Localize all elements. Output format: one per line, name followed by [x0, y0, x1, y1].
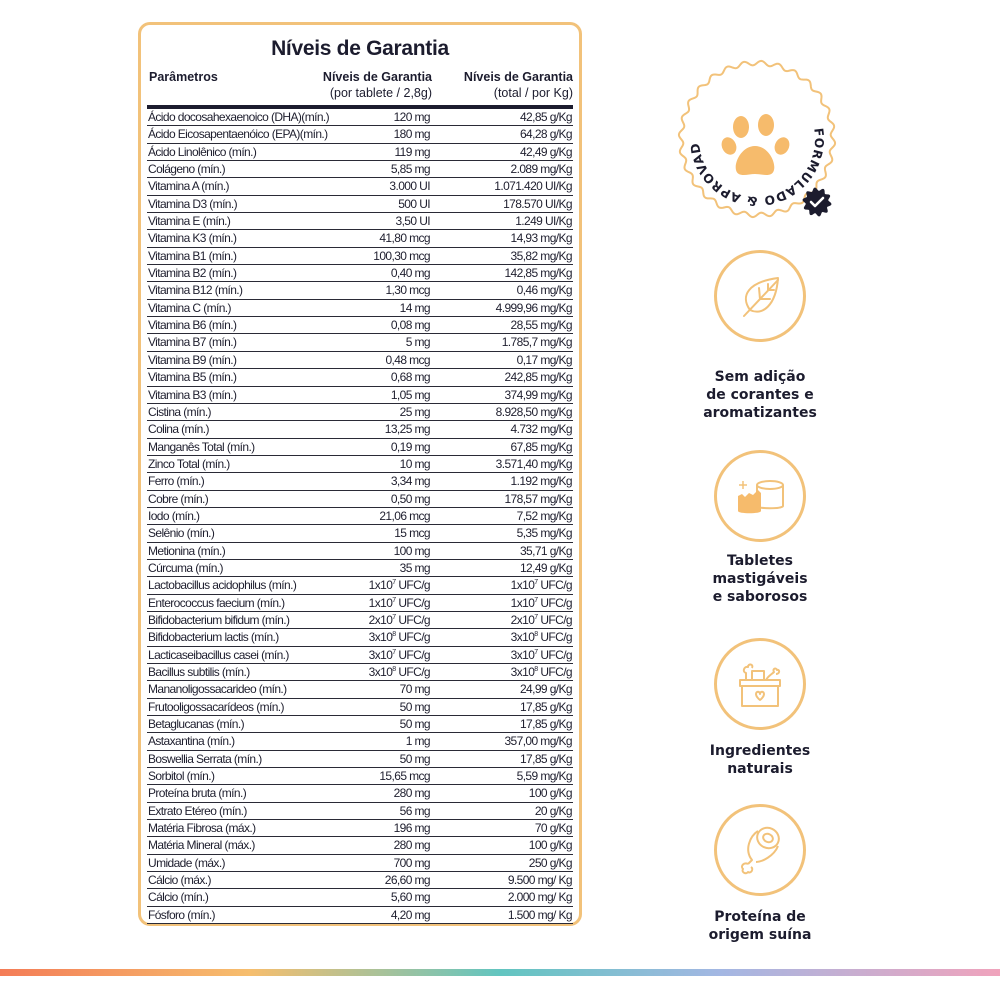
table-row	[147, 560, 573, 577]
row-per-tablet: 0,40 mg	[390, 266, 430, 281]
row-parameter: Iodo (mín.)	[148, 508, 200, 523]
table-row	[147, 196, 573, 213]
table-row	[147, 404, 573, 421]
leaf-icon	[714, 250, 806, 342]
row-per-kg: 2.089 mg/Kg	[510, 162, 572, 177]
row-per-kg: 42,85 g/Kg	[519, 110, 572, 124]
table-row	[147, 352, 573, 369]
table-row	[147, 716, 573, 733]
row-parameter: Cúrcuma (mín.)	[148, 560, 223, 575]
row-parameter: Lactobacillus acidophilus (mín.)	[148, 578, 297, 593]
table-row	[147, 612, 573, 629]
row-per-kg: 7,52 mg/Kg	[516, 508, 572, 523]
feature-label-line: Proteína de	[714, 909, 806, 925]
row-per-tablet: 13,25 mg	[384, 422, 430, 437]
table-row	[147, 543, 573, 560]
row-per-kg: 178.570 UI/Kg	[503, 196, 572, 211]
row-parameter: Ácido docosahexaenoico (DHA)(mín.)	[148, 110, 330, 124]
table-row	[147, 491, 573, 508]
row-per-tablet: $3x10^8$ UFC/g	[368, 665, 430, 679]
row-parameter: Cistina (mín.)	[148, 404, 211, 419]
table-row	[147, 282, 573, 299]
paw-icon	[719, 114, 792, 175]
row-parameter: Colina (mín.)	[148, 422, 209, 437]
row-per-kg: 242,85 mg/Kg	[504, 370, 572, 385]
row-parameter: Cobre (mín.)	[148, 491, 209, 506]
row-per-tablet: 120 mg	[393, 110, 430, 124]
row-per-tablet: 280 mg	[393, 786, 430, 801]
row-per-kg: 0,46 mg/Kg	[516, 283, 572, 298]
row-parameter: Proteína bruta (mín.)	[148, 786, 247, 801]
row-per-tablet: $2x10^7$ UFC/g	[368, 612, 430, 627]
row-per-kg: 100 g/Kg	[528, 838, 572, 853]
row-per-kg: 100 g/Kg	[528, 786, 572, 801]
row-per-kg: 35,71 g/Kg	[519, 543, 572, 558]
check-badge-icon	[803, 188, 832, 217]
row-per-tablet: 50 mg	[399, 751, 430, 766]
feature-label-line: origem suína	[708, 927, 812, 943]
table-row	[147, 872, 573, 889]
feature-label	[670, 908, 850, 944]
row-per-kg: 178,57 mg/Kg	[504, 491, 572, 506]
row-per-kg: 1.785,7 mg/Kg	[501, 335, 572, 350]
feature-no-additives	[670, 250, 850, 422]
row-per-tablet: $1x10^7$ UFC/g	[368, 578, 430, 593]
row-per-kg: $1x10^7$ UFC/g	[510, 595, 572, 610]
row-parameter: Vitamina K3 (mín.)	[148, 231, 237, 246]
row-per-tablet: 5,60 mg	[390, 890, 430, 905]
row-parameter: Colágeno (mín.)	[148, 162, 226, 177]
row-per-kg: 2.000 mg/ Kg	[507, 890, 572, 905]
row-per-tablet: 3,50 UI	[395, 214, 430, 229]
feature-natural-ingredients	[670, 638, 850, 778]
row-per-tablet: 1,05 mg	[390, 387, 430, 402]
row-per-tablet: 0,68 mg	[390, 370, 430, 385]
table-row	[147, 387, 573, 404]
row-parameter: Cálcio (mín.)	[148, 890, 209, 905]
table-row	[147, 525, 573, 542]
table-row	[147, 473, 573, 490]
row-per-kg: 14,93 mg/Kg	[510, 231, 572, 246]
row-per-tablet: 500 UI	[398, 196, 430, 211]
row-parameter: Bifidobacterium lactis (mín.)	[148, 630, 279, 645]
row-parameter: Boswellia Serrata (mín.)	[148, 751, 262, 766]
row-per-tablet: 5 mg	[405, 335, 430, 350]
row-parameter: Vitamina B12 (mín.)	[148, 283, 243, 298]
table-row	[147, 629, 573, 646]
row-per-tablet: $1x10^7$ UFC/g	[368, 595, 430, 610]
row-per-kg: 4.999,96 mg/Kg	[495, 300, 572, 315]
table-row	[147, 178, 573, 195]
table-row	[147, 126, 573, 143]
row-per-tablet: 50 mg	[399, 699, 430, 714]
row-per-kg: 70 g/Kg	[534, 821, 572, 836]
table-row	[147, 595, 573, 612]
feature-label-line: naturais	[727, 761, 793, 777]
row-per-tablet: 41,80 mcg	[379, 231, 430, 246]
row-parameter: Matéria Fibrosa (máx.)	[148, 821, 256, 836]
row-per-kg: 142,85 mg/Kg	[504, 266, 572, 281]
header-per-kg-sub: (total / por Kg)	[493, 86, 573, 100]
table-row	[147, 837, 573, 854]
header-parameters: Parâmetros	[149, 70, 218, 84]
row-per-tablet: 1 mg	[405, 734, 430, 749]
row-per-tablet: $3x10^7$ UFC/g	[368, 647, 430, 662]
row-parameter: Enterococcus faecium (mín.)	[148, 595, 285, 610]
row-per-tablet: 3,34 mg	[390, 474, 430, 489]
row-per-tablet: 15 mcg	[394, 526, 430, 541]
table-row	[147, 213, 573, 230]
row-per-kg: 28,55 mg/Kg	[510, 318, 572, 333]
seal-text: FORMULADO & APROVAD	[688, 127, 827, 209]
row-per-tablet: 70 mg	[399, 682, 430, 697]
row-per-kg: $2x10^7$ UFC/g	[510, 612, 572, 627]
table-row	[147, 889, 573, 906]
row-per-kg: 20 g/Kg	[534, 803, 572, 818]
row-parameter: Vitamina B3 (mín.)	[148, 387, 237, 402]
row-per-tablet: 700 mg	[393, 855, 430, 870]
row-per-tablet: 180 mg	[393, 127, 430, 142]
row-per-kg: 64,28 g/Kg	[519, 127, 572, 142]
row-per-kg: 12,49 g/Kg	[519, 560, 572, 575]
table-row	[147, 248, 573, 265]
row-parameter: Vitamina B5 (mín.)	[148, 370, 237, 385]
table-row	[147, 733, 573, 750]
row-per-kg: 42,49 g/Kg	[519, 144, 572, 159]
row-per-tablet: 100,30 mcg	[373, 248, 430, 263]
row-per-kg: 5,59 mg/Kg	[516, 769, 572, 784]
row-per-kg: 1.500 mg/ Kg	[507, 907, 572, 922]
row-per-kg: 17,85 g/Kg	[519, 699, 572, 714]
row-parameter: Metionina (mín.)	[148, 543, 226, 558]
table-row	[147, 265, 573, 282]
row-per-tablet: 4,20 mg	[390, 907, 430, 922]
row-per-tablet: 0,19 mg	[390, 439, 430, 454]
row-per-tablet: 21,06 mcg	[379, 508, 430, 523]
table-row	[147, 855, 573, 872]
row-per-kg: 17,85 g/Kg	[519, 751, 572, 766]
row-parameter: Bacillus subtilis (mín.)	[148, 665, 250, 679]
row-parameter: Vitamina B7 (mín.)	[148, 335, 237, 350]
table-row	[147, 577, 573, 594]
row-per-tablet: 5,85 mg	[390, 162, 430, 177]
row-per-tablet: 196 mg	[393, 821, 430, 836]
row-per-kg: 1.192 mg/Kg	[510, 474, 572, 489]
row-per-tablet: 56 mg	[399, 803, 430, 818]
row-per-kg: 17,85 g/Kg	[519, 717, 572, 732]
row-parameter: Frutooligossacarídeos (mín.)	[148, 699, 284, 714]
row-per-kg: $1x10^7$ UFC/g	[510, 578, 572, 593]
table-row	[147, 820, 573, 837]
feature-pork-protein	[670, 804, 850, 944]
row-per-tablet: 35 mg	[399, 560, 430, 575]
table-row	[147, 421, 573, 438]
table-row	[147, 907, 573, 924]
feature-label-line: mastigáveis	[712, 571, 808, 587]
feature-label	[670, 742, 850, 778]
table-row	[147, 230, 573, 247]
table-row	[147, 681, 573, 698]
header-per-tablet-title: Níveis de Garantia	[322, 70, 432, 84]
row-parameter: Vitamina B2 (mín.)	[148, 266, 237, 281]
row-per-tablet: 3.000 UI	[389, 179, 430, 194]
row-per-kg: 67,85 mg/Kg	[510, 439, 572, 454]
row-parameter: Betaglucanas (mín.)	[148, 717, 244, 732]
row-per-tablet: 26,60 mg	[384, 873, 430, 888]
row-per-tablet: 100 mg	[393, 543, 430, 558]
row-parameter: Vitamina D3 (mín.)	[148, 196, 238, 211]
row-per-tablet: 10 mg	[399, 456, 430, 471]
gradient-footer-bar	[0, 969, 1000, 976]
guarantee-levels-table	[138, 22, 582, 926]
row-per-kg: 0,17 mg/Kg	[516, 352, 572, 367]
table-row	[147, 161, 573, 178]
table-row	[147, 456, 573, 473]
row-parameter: Vitamina B1 (mín.)	[148, 248, 237, 263]
header-per-tablet	[323, 69, 432, 101]
row-per-tablet: 0,48 mcg	[385, 352, 430, 367]
row-parameter: Matéria Mineral (máx.)	[148, 838, 255, 853]
row-parameter: Selênio (mín.)	[148, 526, 215, 541]
row-per-kg: $3x10^8$ UFC/g	[510, 665, 572, 679]
row-parameter: Cálcio (máx.)	[148, 873, 211, 888]
row-per-tablet: 25 mg	[399, 404, 430, 419]
row-per-kg: 1.071.420 UI/Kg	[494, 179, 572, 194]
row-parameter: Vitamina B6 (mín.)	[148, 318, 237, 333]
row-parameter: Mananoligossacarideo (mín.)	[148, 682, 287, 697]
row-per-kg: 3.571,40 mg/Kg	[495, 456, 572, 471]
ingredients-box-icon	[714, 638, 806, 730]
row-per-tablet: 119 mg	[394, 144, 430, 159]
feature-label-line: aromatizantes	[703, 405, 817, 421]
vet-approved-seal	[672, 54, 842, 224]
row-parameter: Ácido Eicosapentaenóico (EPA)(mín.)	[148, 127, 328, 142]
row-parameter: Lacticaseibacillus casei (mín.)	[148, 647, 289, 662]
feature-label-line: de corantes e	[706, 387, 814, 403]
row-per-tablet: 15,65 mcg	[379, 769, 430, 784]
row-parameter: Vitamina A (mín.)	[148, 179, 229, 194]
row-parameter: Ferro (mín.)	[148, 474, 205, 489]
row-parameter: Sorbitol (mín.)	[148, 769, 215, 784]
row-per-tablet: 50 mg	[399, 717, 430, 732]
feature-label	[670, 552, 850, 606]
seal-graphic	[672, 54, 842, 224]
feature-label-line: Ingredientes	[709, 743, 811, 759]
row-parameter: Zinco Total (mín.)	[148, 456, 230, 471]
header-per-kg-title: Níveis de Garantia	[463, 70, 573, 84]
row-parameter: Vitamina B9 (mín.)	[148, 352, 237, 367]
row-per-kg: 5,35 mg/Kg	[516, 526, 572, 541]
row-parameter: Manganês Total (mín.)	[148, 439, 255, 454]
row-per-kg: $3x10^7$ UFC/g	[510, 647, 572, 662]
row-parameter: Bifidobacterium bifidum (mín.)	[148, 612, 290, 627]
row-parameter: Umidade (máx.)	[148, 855, 225, 870]
table-row	[147, 334, 573, 351]
row-parameter: Extrato Etéreo (mín.)	[148, 803, 247, 818]
ham-leg-icon	[714, 804, 806, 896]
table-row	[147, 439, 573, 456]
row-parameter: Ácido Linolênico (mín.)	[148, 144, 257, 159]
row-per-kg: 9.500 mg/ Kg	[507, 873, 572, 888]
table-row	[147, 751, 573, 768]
row-per-kg: 35,82 mg/Kg	[510, 248, 572, 263]
header-per-tablet-sub: (por tablete / 2,8g)	[329, 86, 432, 100]
table-row	[147, 647, 573, 664]
row-per-kg: 4.732 mg/Kg	[510, 422, 572, 437]
feature-chewable-tablets	[670, 450, 850, 606]
row-per-kg: 374,99 mg/Kg	[504, 387, 572, 402]
row-per-tablet: 14 mg	[399, 300, 430, 315]
feature-label-line: Tabletes	[726, 553, 794, 569]
table-row	[147, 144, 573, 161]
feature-label-line: e saborosos	[712, 589, 808, 605]
row-parameter: Vitamina E (mín.)	[148, 214, 231, 229]
table-row	[147, 803, 573, 820]
row-per-tablet: 0,08 mg	[390, 318, 430, 333]
table-row	[147, 369, 573, 386]
row-parameter: Fósforo (mín.)	[148, 907, 215, 922]
row-per-tablet: $3x10^8$ UFC/g	[368, 630, 430, 645]
feature-label-line: Sem adição	[714, 369, 806, 385]
table-row	[147, 768, 573, 785]
table-row	[147, 699, 573, 716]
table-row	[147, 300, 573, 317]
row-per-kg: 24,99 g/Kg	[519, 682, 572, 697]
table-row	[147, 508, 573, 525]
header-per-kg	[464, 69, 573, 101]
table-row	[147, 664, 573, 681]
row-per-kg: 8.928,50 mg/Kg	[495, 404, 572, 419]
table-body	[147, 109, 573, 924]
row-per-kg: 250 g/Kg	[528, 855, 572, 870]
table-row	[147, 109, 573, 126]
feature-label	[670, 368, 850, 422]
row-parameter: Vitamina C (mín.)	[148, 300, 231, 315]
row-per-tablet: 280 mg	[393, 838, 430, 853]
table-row	[147, 785, 573, 802]
table-title: Níveis de Garantia	[271, 37, 449, 60]
row-per-tablet: 1,30 mcg	[385, 283, 430, 298]
row-per-kg: $3x10^8$ UFC/g	[510, 630, 572, 645]
row-per-kg: 357,00 mg/Kg	[504, 734, 572, 749]
row-per-kg: 1.249 UI/Kg	[515, 214, 572, 229]
row-parameter: Astaxantina (mín.)	[148, 734, 235, 749]
tablet-icon	[714, 450, 806, 542]
row-per-tablet: 0,50 mg	[390, 491, 430, 506]
table-row	[147, 317, 573, 334]
